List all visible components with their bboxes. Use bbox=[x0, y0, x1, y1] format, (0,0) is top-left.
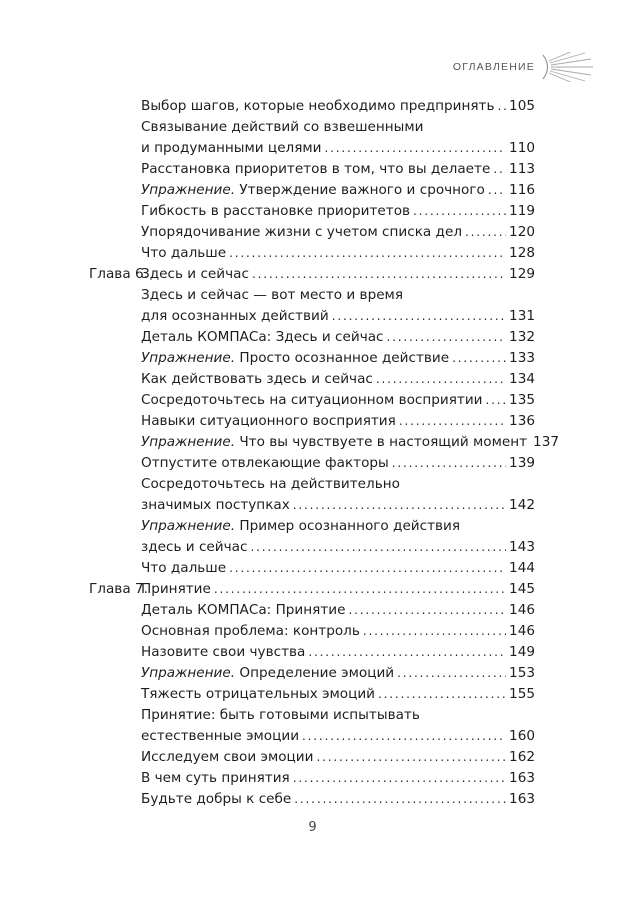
entry-title bbox=[141, 201, 535, 222]
entry-title-text: Сосредоточьтесь на ситуационном восприятии bbox=[141, 392, 483, 408]
entry-title bbox=[141, 474, 535, 516]
toc-entry bbox=[89, 96, 535, 117]
entry-title bbox=[141, 348, 535, 369]
entry-title-text: Принятие: быть готовыми испытывать bbox=[141, 707, 420, 723]
entry-title-text: Выбор шагов, которые необходимо предпринять bbox=[141, 98, 495, 114]
dot-leader bbox=[387, 327, 507, 348]
dot-leader bbox=[497, 96, 506, 117]
page-number: 9 bbox=[308, 820, 317, 835]
entry-title bbox=[141, 369, 535, 390]
dot-leader bbox=[293, 768, 506, 789]
entry-title-text: В чем суть принятия bbox=[141, 770, 290, 786]
toc-entry bbox=[89, 768, 535, 789]
entry-title-text: Деталь КОМПАСа: Принятие bbox=[141, 602, 346, 618]
toc-entry bbox=[89, 369, 535, 390]
dot-leader bbox=[376, 369, 506, 390]
entry-title-text: Что дальше bbox=[141, 245, 227, 261]
entry-title-text: Упорядочивание жизни с учетом списка дел bbox=[141, 224, 463, 240]
toc-entry bbox=[89, 579, 535, 600]
toc-entry bbox=[89, 516, 535, 558]
entry-title bbox=[141, 747, 535, 768]
entry-title bbox=[141, 180, 535, 201]
dot-leader bbox=[493, 159, 506, 180]
toc-entry bbox=[89, 621, 535, 642]
toc-entry bbox=[89, 285, 535, 327]
entry-title-text: Связывание действий со взвешенными bbox=[141, 119, 424, 135]
page-ref: 132 bbox=[509, 329, 535, 345]
entry-title bbox=[141, 285, 535, 327]
dot-leader bbox=[397, 663, 506, 684]
page-ref: 153 bbox=[509, 665, 535, 681]
dot-leader bbox=[452, 348, 506, 369]
entry-title-text: Навыки ситуационного восприятия bbox=[141, 413, 396, 429]
page-ref: 110 bbox=[509, 140, 535, 156]
page-ref: 143 bbox=[509, 539, 535, 555]
entry-title bbox=[141, 642, 535, 663]
page-ref: 155 bbox=[509, 686, 535, 702]
dot-leader bbox=[294, 789, 506, 810]
page-ref: 105 bbox=[509, 98, 535, 114]
dot-leader bbox=[308, 642, 506, 663]
entry-title-text: Отпустите отвлекающие факторы bbox=[141, 455, 389, 471]
dot-leader bbox=[488, 180, 506, 201]
page-ref: 133 bbox=[509, 350, 535, 366]
entry-title-text: Основная проблема: контроль bbox=[141, 623, 360, 639]
dot-leader bbox=[293, 495, 506, 516]
page-ref: 142 bbox=[509, 497, 535, 513]
toc-entry bbox=[89, 348, 535, 369]
entry-title bbox=[141, 243, 535, 264]
dot-leader bbox=[325, 138, 507, 159]
entry-title bbox=[141, 621, 535, 642]
entry-title bbox=[141, 390, 535, 411]
entry-title bbox=[141, 558, 535, 579]
entry-title-text: Деталь КОМПАСа: Здесь и сейчас bbox=[141, 329, 384, 345]
entry-title bbox=[141, 453, 535, 474]
toc-entry bbox=[89, 558, 535, 579]
exercise-label: Упражнение. bbox=[141, 518, 236, 534]
page-ref: 145 bbox=[509, 581, 535, 597]
page-ref: 160 bbox=[509, 728, 535, 744]
entry-title-text: Просто осознанное действие bbox=[235, 350, 450, 366]
exercise-label: Упражнение. bbox=[141, 182, 236, 198]
dot-leader bbox=[332, 306, 506, 327]
toc-entry bbox=[89, 705, 535, 747]
entry-title bbox=[141, 600, 535, 621]
entry-title-text: Что дальше bbox=[141, 560, 227, 576]
entry-title-text: Принятие bbox=[141, 581, 211, 597]
toc-entry bbox=[89, 789, 535, 810]
entry-title-text: Будьте добры к себе bbox=[141, 791, 292, 807]
toc-entry bbox=[89, 642, 535, 663]
page-ref: 128 bbox=[509, 245, 535, 261]
dot-leader bbox=[486, 390, 507, 411]
entry-title bbox=[141, 768, 535, 789]
entry-title bbox=[141, 516, 535, 558]
toc-entry bbox=[89, 180, 535, 201]
dot-leader bbox=[348, 600, 506, 621]
toc-entry bbox=[89, 411, 535, 432]
entry-title bbox=[141, 789, 535, 810]
page-ref: 116 bbox=[509, 182, 535, 198]
entry-title-text: естественные эмоции bbox=[141, 728, 300, 744]
sunburst-arc-icon bbox=[539, 52, 595, 82]
page-ref: 131 bbox=[509, 308, 535, 324]
entry-title-text: Сосредоточьтесь на действительно bbox=[141, 476, 400, 492]
page-ref: 129 bbox=[509, 266, 535, 282]
entry-title bbox=[141, 327, 535, 348]
entry-title-text: значимых поступках bbox=[141, 497, 290, 513]
entry-title-text: Здесь и сейчас — вот место и время bbox=[141, 287, 403, 303]
dot-leader bbox=[316, 747, 506, 768]
page-ref: 162 bbox=[509, 749, 535, 765]
page-ref: 163 bbox=[509, 791, 535, 807]
entry-title bbox=[141, 705, 535, 747]
running-header-title: ОГЛАВЛЕНИЕ bbox=[452, 61, 535, 73]
dot-leader bbox=[363, 621, 506, 642]
entry-title bbox=[141, 432, 559, 453]
page-ref: 146 bbox=[509, 602, 535, 618]
page-ref: 113 bbox=[509, 161, 535, 177]
page-ref: 134 bbox=[509, 371, 535, 387]
page-ref: 163 bbox=[509, 770, 535, 786]
page-ref: 137 bbox=[533, 434, 559, 450]
page-ref: 146 bbox=[509, 623, 535, 639]
dot-leader bbox=[392, 453, 506, 474]
entry-title-text: Пример осознанного действия bbox=[235, 518, 461, 534]
entry-title-text: для осознанных действий bbox=[141, 308, 329, 324]
dot-leader bbox=[378, 684, 506, 705]
page-ref: 149 bbox=[509, 644, 535, 660]
entry-title-text: Расстановка приоритетов в том, что вы делаете bbox=[141, 161, 491, 177]
entry-title-text: Назовите свои чувства bbox=[141, 644, 306, 660]
entry-title-text: Как действовать здесь и сейчас bbox=[141, 371, 373, 387]
page-ref: 139 bbox=[509, 455, 535, 471]
dot-leader bbox=[214, 579, 506, 600]
toc-entry bbox=[89, 390, 535, 411]
exercise-label: Упражнение. bbox=[141, 350, 236, 366]
exercise-label: Упражнение. bbox=[141, 665, 236, 681]
dot-leader bbox=[399, 411, 506, 432]
entry-title bbox=[141, 159, 535, 180]
toc-entry bbox=[89, 201, 535, 222]
toc-entry bbox=[89, 432, 559, 453]
toc-entry bbox=[89, 600, 535, 621]
entry-title bbox=[141, 222, 535, 243]
toc-entry bbox=[89, 327, 535, 348]
entry-title bbox=[141, 96, 535, 117]
dot-leader bbox=[252, 264, 506, 285]
dot-leader bbox=[302, 726, 506, 747]
page-ref: 136 bbox=[509, 413, 535, 429]
table-of-contents bbox=[89, 96, 559, 810]
entry-title bbox=[141, 411, 535, 432]
exercise-label: Упражнение. bbox=[141, 434, 236, 450]
entry-title bbox=[141, 579, 535, 600]
page-ref: 119 bbox=[509, 203, 535, 219]
page-ref: 135 bbox=[509, 392, 535, 408]
entry-title-text: Исследуем свои эмоции bbox=[141, 749, 314, 765]
toc-entry bbox=[89, 474, 535, 516]
dot-leader bbox=[229, 243, 506, 264]
chapter-label: Глава 7. bbox=[89, 581, 148, 597]
entry-title-text: здесь и сейчас bbox=[141, 539, 248, 555]
toc-entry bbox=[89, 684, 535, 705]
entry-title-text: Утверждение важного и срочного bbox=[235, 182, 485, 198]
chapter-label: Глава 6. bbox=[89, 266, 148, 282]
entry-title-text: Тяжесть отрицательных эмоций bbox=[141, 686, 376, 702]
dot-leader bbox=[229, 558, 506, 579]
toc-entry bbox=[89, 243, 535, 264]
page-ref: 144 bbox=[509, 560, 535, 576]
page-ref: 120 bbox=[509, 224, 535, 240]
toc-entry bbox=[89, 222, 535, 243]
entry-title-text: и продуманными целями bbox=[141, 140, 322, 156]
entry-title-text: Определение эмоций bbox=[235, 665, 395, 681]
dot-leader bbox=[465, 222, 506, 243]
entry-title-text: Что вы чувствуете в настоящий момент bbox=[235, 434, 528, 450]
toc-entry bbox=[89, 117, 535, 159]
toc-entry bbox=[89, 264, 535, 285]
entry-title-text: Гибкость в расстановке приоритетов bbox=[141, 203, 411, 219]
running-header bbox=[453, 52, 595, 82]
toc-entry bbox=[89, 747, 535, 768]
entry-title-text: Здесь и сейчас bbox=[141, 266, 249, 282]
toc-entry bbox=[89, 159, 535, 180]
dot-leader bbox=[413, 201, 506, 222]
entry-title bbox=[141, 684, 535, 705]
entry-title bbox=[141, 663, 535, 684]
entry-title bbox=[141, 264, 535, 285]
toc-entry bbox=[89, 663, 535, 684]
dot-leader bbox=[250, 537, 506, 558]
toc-entry bbox=[89, 453, 535, 474]
entry-title bbox=[141, 117, 535, 159]
